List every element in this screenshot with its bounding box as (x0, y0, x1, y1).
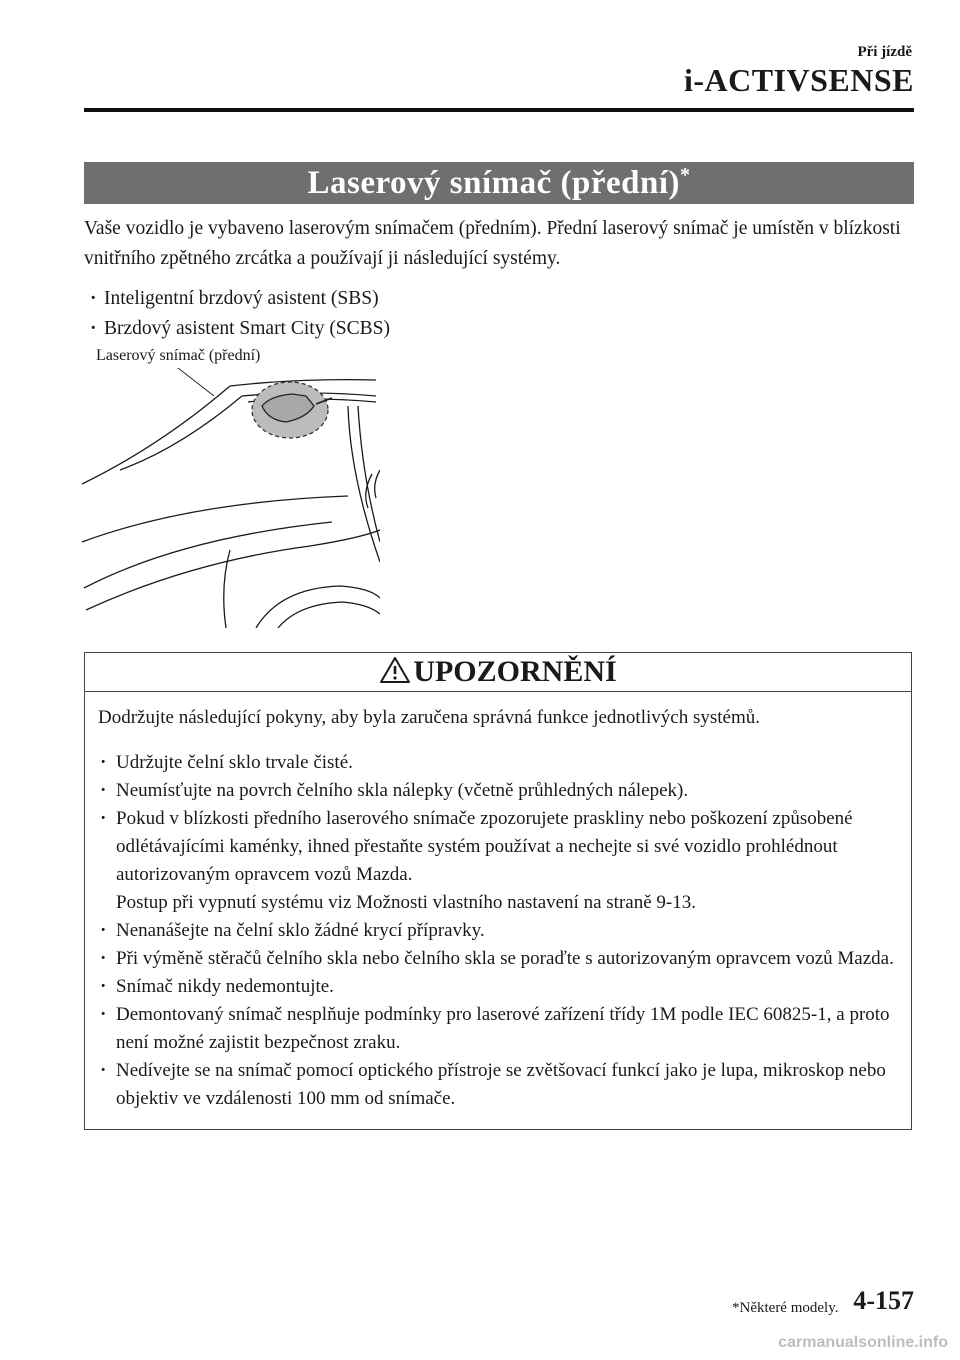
list-item: · Při výměně stěračů čelního skla nebo čelního skla se poraďte s autorizovaným opravcem vozů Mazda. (98, 945, 903, 973)
windshield-sensor-illustration (80, 366, 380, 628)
watermark: carmanualsonline.info (778, 1334, 948, 1351)
list-item: · Brzdový asistent Smart City (SCBS) (90, 314, 390, 344)
list-item: · Nedívejte se na snímač pomocí optického přístroje se zvětšovací funkcí jako je lupa, mikroskop nebo objektiv ve vzdálenosti 100 mm od snímače. (98, 1057, 903, 1113)
list-item: · Snímač nikdy nedemontujte. (98, 973, 903, 1001)
list-item: · Inteligentní brzdový asistent (SBS) (90, 284, 390, 314)
warning-list (98, 749, 903, 1113)
chapter-label: Při jízdě (857, 44, 912, 60)
warning-header (85, 653, 911, 692)
section-marker: * (680, 164, 691, 186)
page-number: 4-157 (853, 1286, 914, 1315)
list-item: · Pokud v blízkosti předního laserového snímače zpozorujete praskliny nebo poškození způsobené odlétávajícími kaménky, ihned přestaňte systém používat a nechejte si své vozidlo prohlédnout autorizovaným opravcem vozů Mazda. Postup při vypnutí systému viz Možnosti vlastního nastavení na straně 9-13. (98, 805, 903, 917)
list-item: · Udržujte čelní sklo trvale čisté. (98, 749, 903, 777)
list-item: · Neumísťujte na povrch čelního skla nálepky (včetně průhledných nálepek). (98, 777, 903, 805)
list-item: · Demontovaný snímač nesplňuje podmínky pro laserové zařízení třídy 1M podle IEC 60825-1, a proto není možné zajistit bezpečnost zraku. (98, 1001, 903, 1057)
warning-box (84, 652, 912, 1130)
warning-intro: Dodržujte následující pokyny, aby byla zaručena správná funkce jednotlivých systémů. (98, 707, 760, 728)
figure-label: Laserový snímač (přední) (96, 347, 261, 364)
warning-heading: UPOZORNĚNÍ (413, 655, 617, 688)
intro-paragraph: Vaše vozidlo je vybaveno laserovým snímačem (předním). Přední laserový snímač je umístěn v blízkosti vnitřního zpětného zrcátka a používají ji následující systémy. (84, 218, 901, 269)
header-rule (84, 108, 914, 112)
warning-triangle-icon (379, 656, 411, 684)
footnote: *Některé modely. (732, 1300, 839, 1316)
section-title: Laserový snímač (přední) (307, 165, 681, 201)
systems-list (90, 284, 390, 344)
warning-note: Postup při vypnutí systému viz Možnosti vlastního nastavení na straně 9-13. (116, 892, 696, 913)
chapter-title: i-ACTIVSENSE (683, 62, 914, 98)
section-title-bar (84, 162, 914, 204)
list-item: · Nenanášejte na čelní sklo žádné krycí přípravky. (98, 917, 903, 945)
